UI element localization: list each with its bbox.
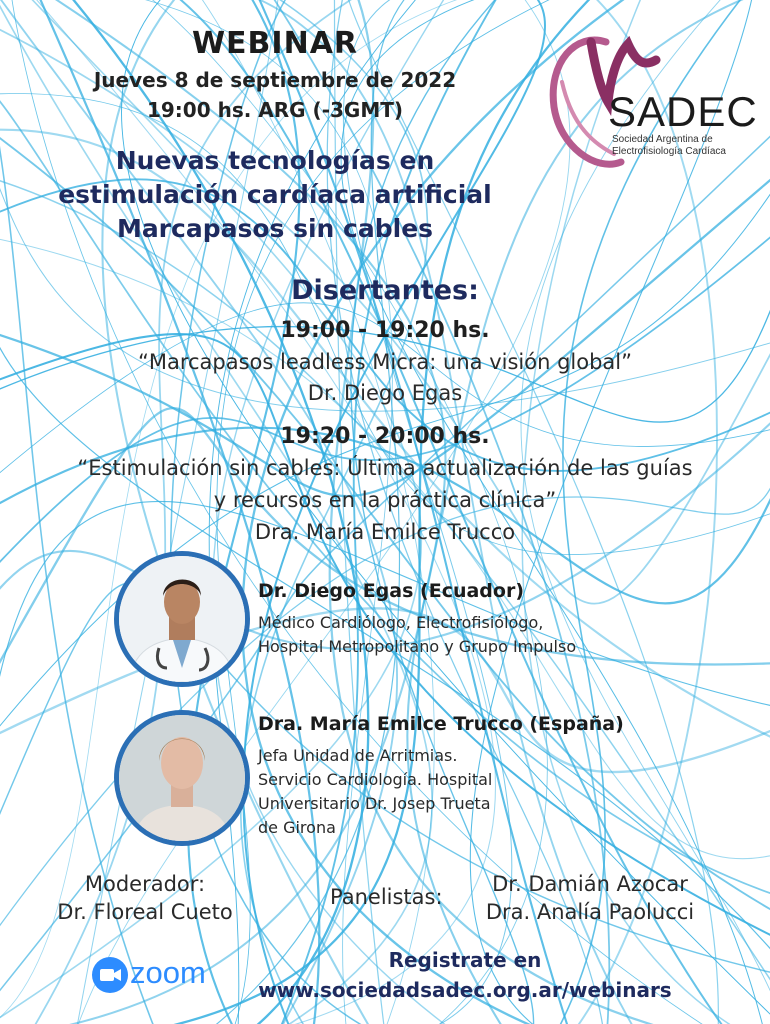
- panelist-1: Dr. Damián Azocar: [492, 872, 688, 896]
- video-camera-icon: [92, 957, 128, 993]
- register-label: Registrate en: [388, 948, 542, 972]
- logo-subtitle-2: Electrofisiología Cardíaca: [612, 146, 726, 157]
- slot-2-title-line-1: “Estimulación sin cables: Última actualización de las guías: [77, 456, 693, 480]
- webinar-title: WEBINAR: [191, 26, 359, 61]
- moderator-label: Moderador:: [84, 872, 206, 896]
- slot-1-title: “Marcapasos leadless Micra: una visión global”: [137, 350, 633, 374]
- speaker-2-desc-line-1: Jefa Unidad de Arritmias.: [258, 746, 458, 765]
- speaker-2-desc-line-4: de Girona: [258, 818, 336, 837]
- speaker-1-name: Dr. Diego Egas (Ecuador): [258, 580, 525, 602]
- logo-name: SADEC: [608, 88, 758, 135]
- doctor-portrait-icon: [119, 556, 245, 682]
- register-url[interactable]: www.sociedadsadec.org.ar/webinars: [258, 978, 672, 1002]
- zoom-wordmark: zoom: [130, 955, 206, 990]
- panelist-2: Dra. Analía Paolucci: [485, 900, 695, 924]
- speaker-2-photo: [114, 710, 250, 846]
- logo-subtitle-1: Sociedad Argentina de: [612, 134, 713, 145]
- speaker-1-photo: [114, 551, 250, 687]
- slot-2-time: 19:20 - 20:00 hs.: [280, 424, 490, 449]
- doctor-portrait-icon: [119, 715, 245, 841]
- speaker-2-desc-line-2: Servicio Cardiología. Hospital: [258, 770, 493, 789]
- slot-1-speaker: Dr. Diego Egas: [307, 381, 463, 405]
- slot-2-title-line-2: y recursos en la práctica clínica”: [213, 488, 557, 512]
- speaker-2-name: Dra. María Emilce Trucco (España): [258, 713, 624, 735]
- panelists-label: Panelistas:: [330, 885, 443, 909]
- topic-line-2: estimulación cardíaca artificial: [58, 180, 492, 209]
- zoom-logo: [92, 955, 232, 995]
- moderator-name: Dr. Floreal Cueto: [57, 900, 233, 924]
- slot-1-time: 19:00 - 19:20 hs.: [280, 318, 490, 343]
- event-time: 19:00 hs. ARG (-3GMT): [146, 98, 404, 122]
- slot-2-speaker: Dra. María Emilce Trucco: [254, 520, 516, 544]
- speaker-2-desc-line-3: Universitario Dr. Josep Trueta: [258, 794, 491, 813]
- speaker-1-desc-line-2: Hospital Metropolitano y Grupo Impulso: [258, 637, 577, 656]
- speakers-heading: Disertantes:: [291, 275, 479, 306]
- event-date: Jueves 8 de septiembre de 2022: [93, 68, 457, 92]
- topic-line-3: Marcapasos sin cables: [116, 214, 434, 243]
- speaker-1-desc-line-1: Médico Cardiólogo, Electrofisiólogo,: [258, 613, 544, 632]
- sadec-logo: [536, 22, 758, 182]
- topic-line-1: Nuevas tecnologías en: [115, 146, 435, 175]
